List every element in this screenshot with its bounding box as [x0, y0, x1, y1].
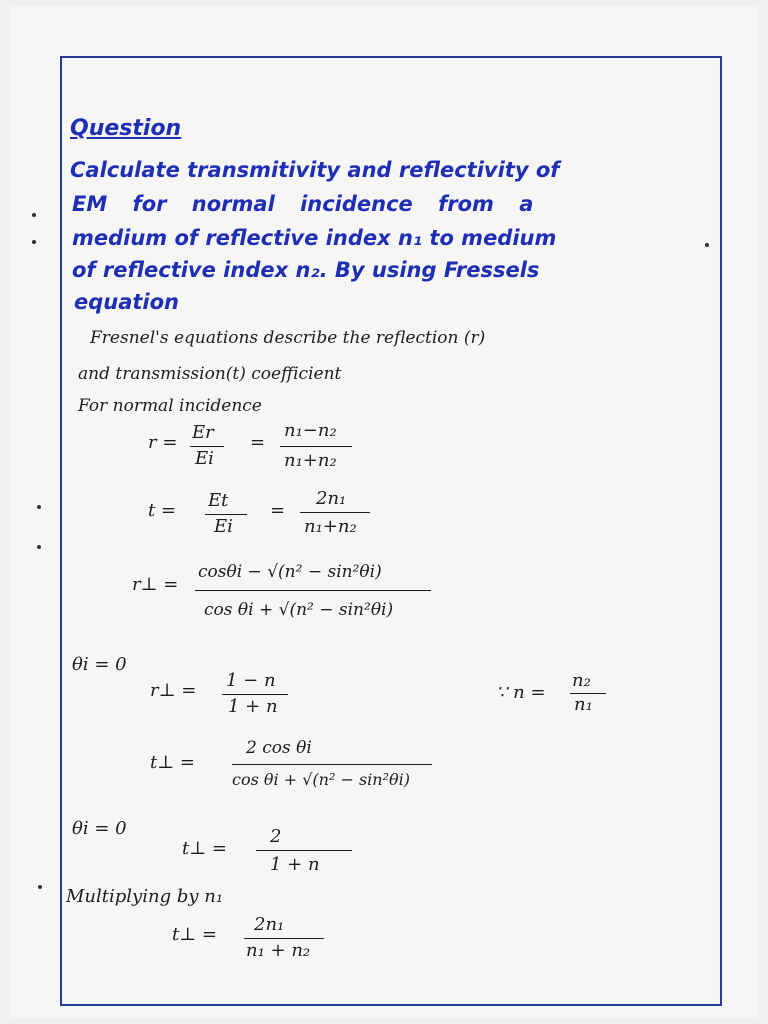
- intro-line: For normal incidence: [78, 396, 262, 416]
- question-line: equation: [74, 290, 180, 314]
- eq-r-den2: n₁+n₂: [284, 450, 337, 471]
- margin-dot: [705, 243, 709, 247]
- since-n-def: ∵ n =: [496, 682, 546, 703]
- fraction-bar: [280, 446, 352, 447]
- eq-rperp-lhs: r⊥ =: [132, 574, 179, 595]
- eq-t-eq: =: [270, 500, 286, 521]
- margin-dot: [37, 545, 41, 549]
- eq-rperp0-num: 1 − n: [226, 670, 276, 691]
- question-line: medium of reflective index n₁ to medium: [72, 226, 557, 250]
- eq-t-num2: 2n₁: [316, 488, 347, 509]
- fraction-bar: [195, 590, 431, 591]
- eq-final-num: 2n₁: [254, 914, 285, 935]
- eq-r-num2: n₁−n₂: [284, 420, 337, 441]
- eq-t-den1: Ei: [214, 516, 233, 537]
- fraction-bar: [232, 764, 432, 765]
- margin-dot: [37, 505, 41, 509]
- eq-final-lhs: t⊥ =: [172, 924, 217, 945]
- eq-r-den1: Ei: [195, 448, 214, 469]
- question-line: of reflective index n₂. By using Fressels: [72, 258, 540, 282]
- fraction-bar: [244, 938, 324, 939]
- eq-tperp0-den: 1 + n: [270, 854, 320, 875]
- eq-rperp0-lhs: r⊥ =: [150, 680, 197, 701]
- eq-t-den2: n₁+n₂: [304, 516, 357, 537]
- fraction-bar: [222, 694, 288, 695]
- margin-dot: [38, 885, 42, 889]
- multiply-note: Multiplying by n₁: [66, 886, 224, 907]
- eq-tperp-den: cos θi + √(n² − sin²θi): [232, 770, 410, 789]
- margin-dot: [32, 213, 36, 217]
- margin-dot: [32, 240, 36, 244]
- condition-theta-zero: θi = 0: [72, 654, 127, 675]
- eq-r-eq: =: [250, 432, 266, 453]
- eq-final-den: n₁ + n₂: [246, 940, 311, 961]
- intro-line: Fresnel's equations describe the reflection (r): [90, 328, 486, 348]
- eq-rperp-den: cos θi + √(n² − sin²θi): [204, 600, 394, 620]
- eq-r-lhs: r =: [148, 432, 178, 453]
- question-line: EM for normal incidence from a: [72, 192, 534, 216]
- since-den: n₁: [574, 694, 593, 715]
- intro-line: and transmission(t) coefficient: [78, 364, 342, 384]
- eq-t-num1: Et: [208, 490, 229, 511]
- question-line: Calculate transmitivity and reflectivity of: [70, 158, 560, 182]
- question-heading: Question: [70, 116, 182, 141]
- eq-r-num1: Er: [192, 422, 214, 443]
- fraction-bar: [205, 514, 247, 515]
- since-num: n₂: [572, 670, 591, 691]
- eq-tperp-lhs: t⊥ =: [150, 752, 195, 773]
- condition-theta-zero: θi = 0: [72, 818, 127, 839]
- eq-t-lhs: t =: [148, 500, 177, 521]
- fraction-bar: [256, 850, 352, 851]
- eq-rperp0-den: 1 + n: [228, 696, 278, 717]
- eq-tperp-num: 2 cos θi: [246, 738, 312, 758]
- eq-rperp-num: cosθi − √(n² − sin²θi): [198, 562, 382, 582]
- fraction-bar: [190, 446, 224, 447]
- fraction-bar: [300, 512, 370, 513]
- eq-tperp0-num: 2: [270, 826, 282, 847]
- eq-tperp0-lhs: t⊥ =: [182, 838, 227, 859]
